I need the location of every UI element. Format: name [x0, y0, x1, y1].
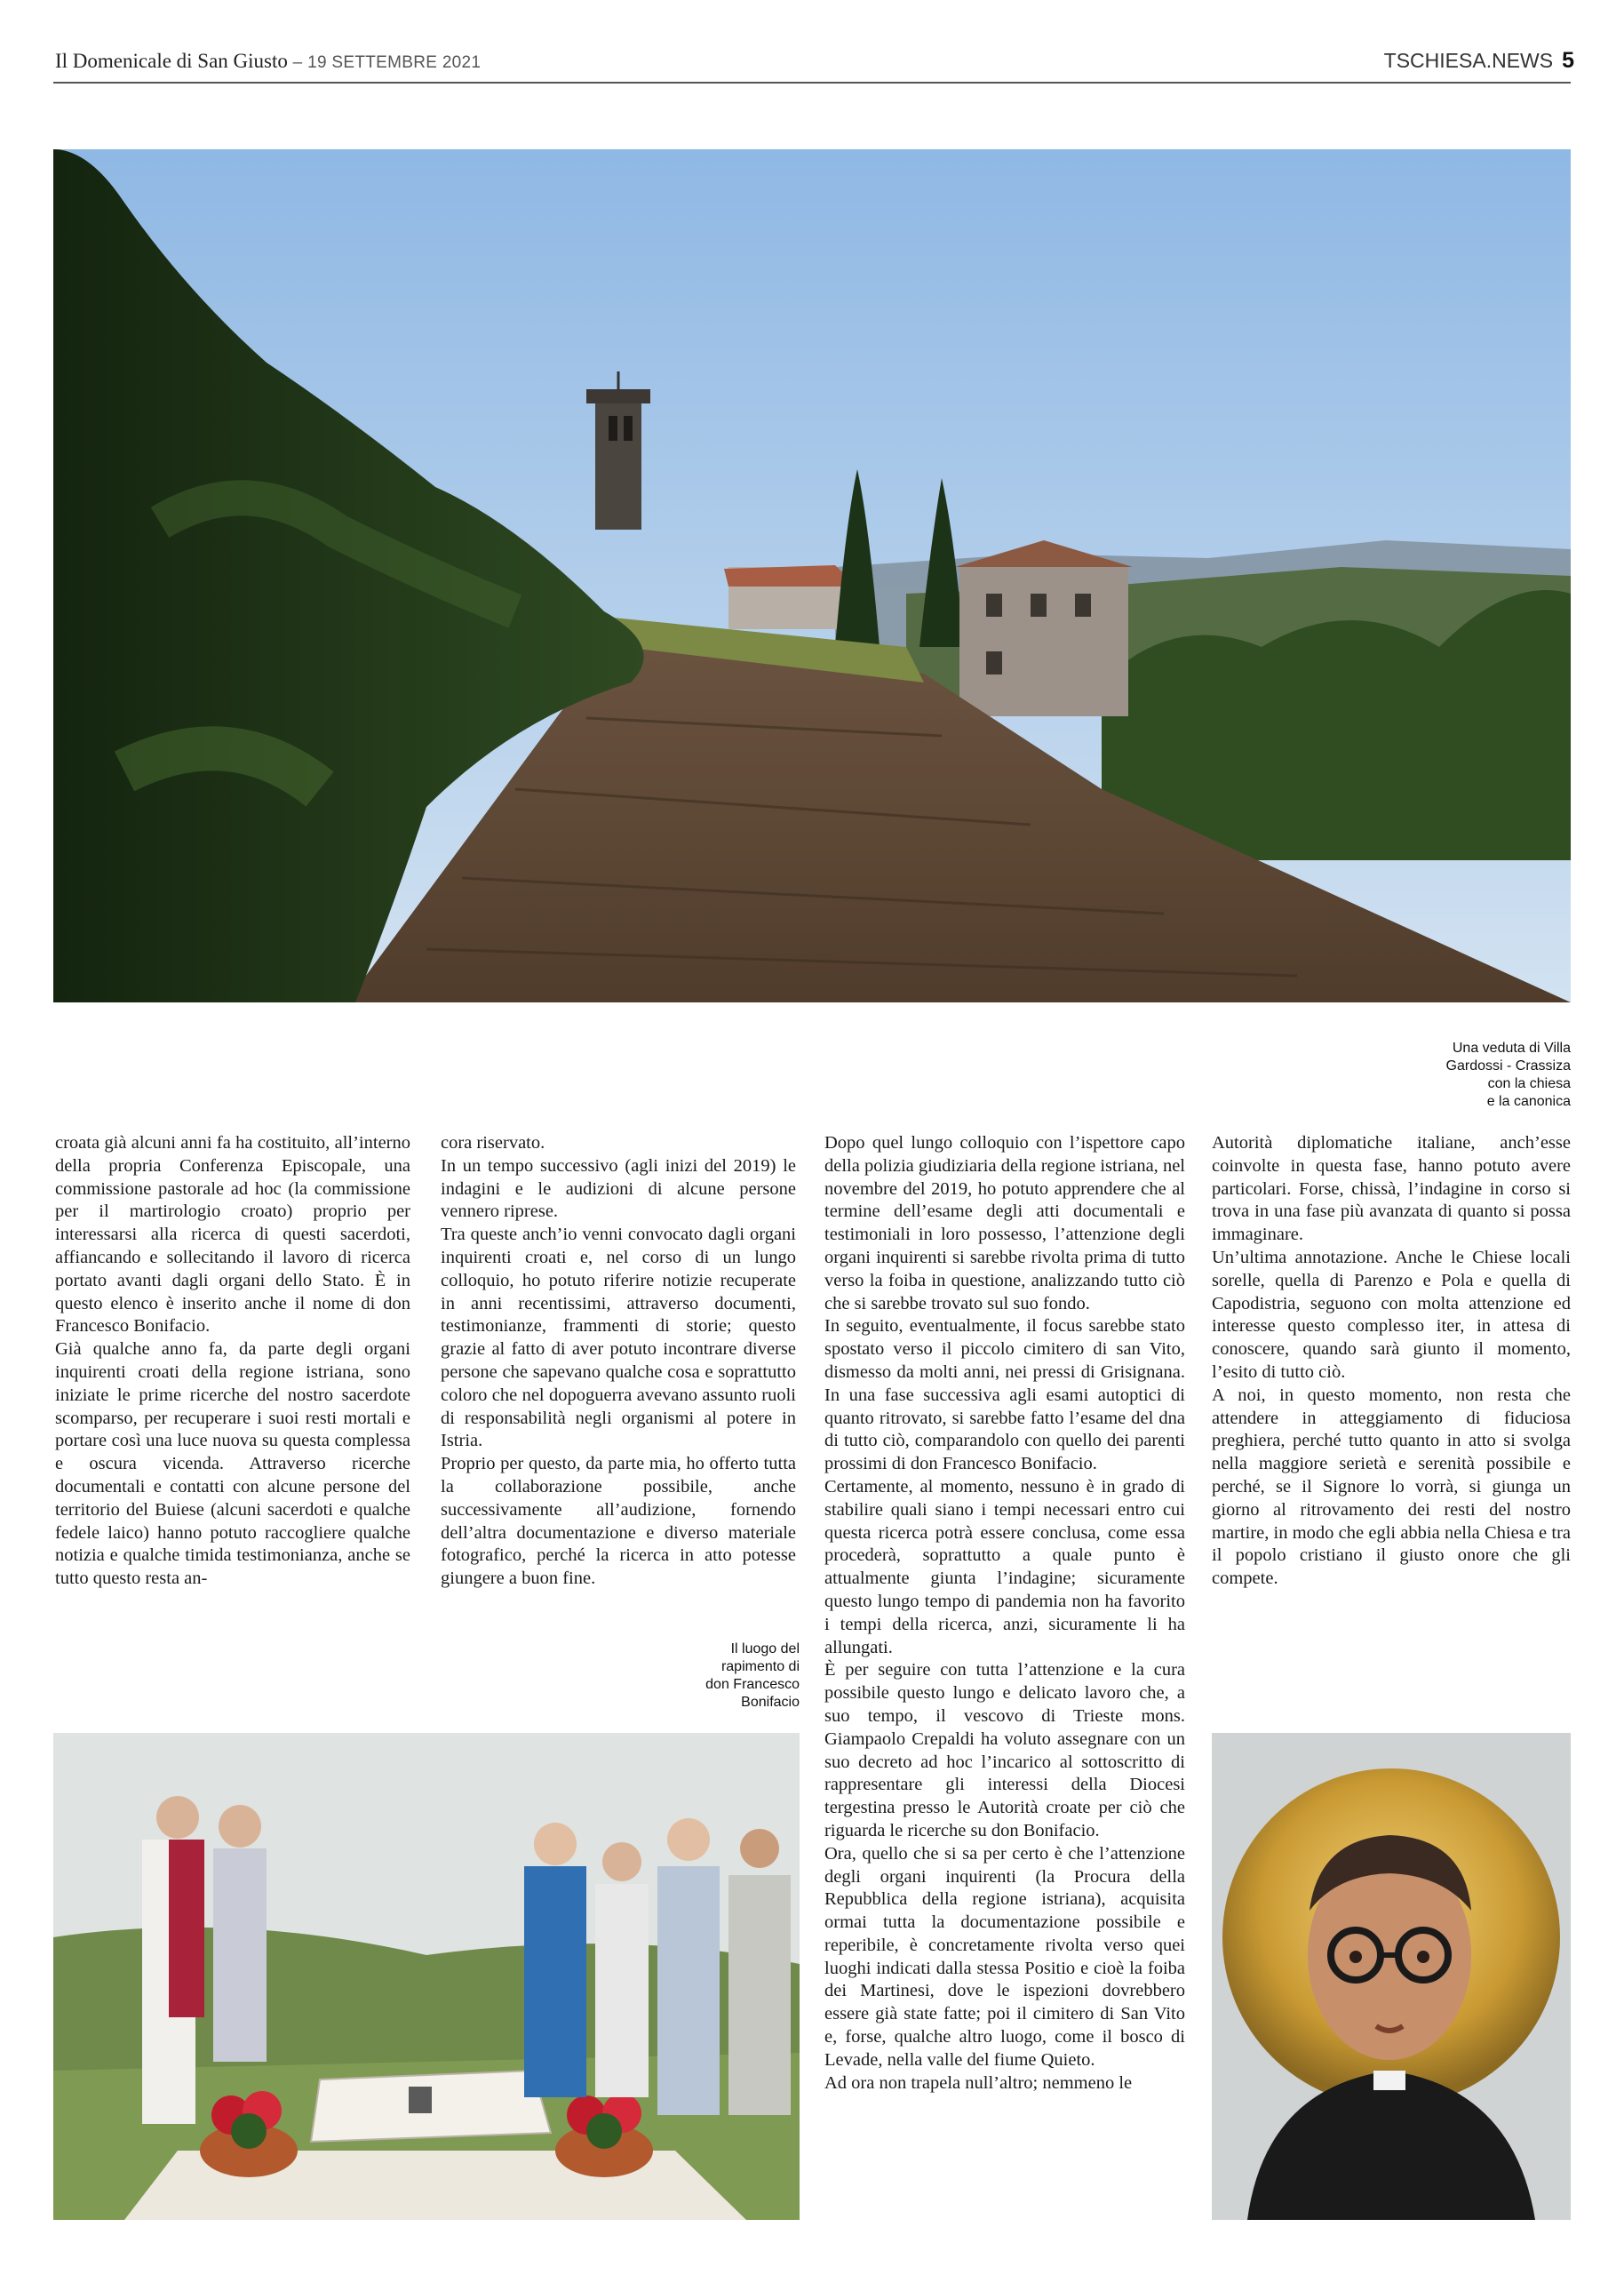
caption-line: con la chiesa	[1487, 1076, 1571, 1091]
memorial-site-photo	[53, 1733, 800, 2220]
page-header-right	[1384, 48, 1574, 74]
paragraph: Certamente, al momento, nessuno è in grado di stabilire quali siano i tempi necessari entro cui questa ricerca potrà essere conclusa, come essa procederà, soprattutto a quale punto è attualmente giunta l’indagine; sicuramente questo lungo tempo di pandemia non ha favorito i tempi della ricerca, anzi, sicuramente li ha allungati.	[824, 1476, 1185, 1657]
memorial-site-photo-drawing	[53, 1733, 800, 2220]
article-column-2	[441, 1132, 796, 1591]
paragraph: Un’ultima annotazione. Anche le Chiese locali sorelle, quella di Parenzo e Pola e quella di Capodistria, seguono con molta attenzione ed interesse questo complesso iter, in attesa di conoscere, quando sarà giunto il momento, l’esito di tutto ciò.	[1212, 1247, 1571, 1382]
main-photo-caption	[1340, 1040, 1571, 1111]
paragraph: cora riservato.	[441, 1133, 545, 1153]
page-number: 5	[1562, 48, 1574, 73]
issue-date: – 19 SETTEMBRE 2021	[292, 53, 482, 72]
caption-line: Bonifacio	[741, 1695, 800, 1710]
header-rule	[53, 82, 1571, 84]
caption-line: Il luogo del	[730, 1641, 800, 1656]
paragraph: croata già alcuni anni fa ha costituito, all’interno della propria Conferenza Episcopale, una commissione pastorale ad hoc (la commissione per il martirologio croato) proprio per interessarsi alla ricerca di questi sacerdoti, affiancando e sollecitando il lavoro di ricerca portato avanti dagli organi dello Stato. È in questo elenco è inserito anche il nome di don Francesco Bonifacio.	[55, 1133, 410, 1337]
publication-name: Il Domenicale di San Giusto	[55, 50, 288, 72]
inset-photo-caption	[613, 1640, 800, 1712]
caption-line: e la canonica	[1486, 1094, 1571, 1109]
paragraph: In seguito, eventualmente, il focus sarebbe stato spostato verso il piccolo cimitero di san Vito, dismesso da molti anni, nei pressi di Grisignana. In una fase successiva agli esami autoptici di quanto ritrovato, si sarebbe fatto l’esame del dna di tutto ciò, comparandolo con quello dei parenti prossimi di don Francesco Bonifacio.	[824, 1316, 1185, 1474]
article-column-3	[824, 1132, 1185, 2095]
article-column-4	[1212, 1132, 1571, 1591]
caption-line: Una veduta di Villa	[1452, 1041, 1571, 1056]
landscape-photo-drawing	[53, 149, 1571, 1002]
landscape-photo	[53, 149, 1571, 1002]
paragraph: Già qualche anno fa, da parte degli organi inquirenti croati della regione istriana, sono iniziate le prime ricerche del nostro sacerdote scomparso, per recuperare i suoi resti mortali e portare così una luce nuova su questa complessa e oscura vicenda. Attraverso ricerche documentali e contatti con alcune persone del territorio del Buiese (alcuni sacerdoti e qualche fedele laico) hanno potuto raccogliere qualche notizia e qualche timida testimonianza, anche se tutto questo resta an-	[55, 1339, 410, 1589]
article-column-1	[55, 1132, 410, 1591]
paragraph: In un tempo successivo (agli inizi del 2019) le indagini e le audizioni di alcune persone vennero riprese.	[441, 1155, 796, 1222]
masthead	[55, 50, 481, 73]
caption-line: Gardossi - Crassiza	[1445, 1058, 1571, 1074]
paragraph: Ad ora non trapela null’altro; nemmeno le	[824, 2072, 1133, 2093]
mosaic-portrait-drawing	[1212, 1733, 1571, 2220]
paragraph: Tra queste anch’io venni convocato dagli organi inquirenti croati e, nel corso di un lungo colloquio, ho potuto riferire notizie recuperate in anni recentissimi, attraverso documenti, testimonianze, frammenti di storie; questo grazie al fatto di aver potuto incontrare diverse persone che sapevano qualche cosa e soprattutto coloro che nel dopoguerra avevano assunto ruoli di responsabilità negli organismi al potere in Istria.	[441, 1225, 796, 1451]
paragraph: Ora, quello che si sa per certo è che l’attenzione degli organi inquirenti (la Procura della Repubblica della regione istriana), acquisita ormai tutta la documentazione possibile e reperibile, è concretamente rivolta verso quei luoghi indicati dalla stessa Positio e cioè la foiba dei Martinesi, dove le ispezioni dovrebbero essere già state fatte; poi il cimitero di San Vito e, forse, qualche altro luogo, come il bosco di Levade, nella valle del fiume Quieto.	[824, 1843, 1185, 2070]
paragraph: Autorità diplomatiche italiane, anch’esse coinvolte in questa fase, hanno potuto avere particolari. Forse, chissà, l’indagine in corso si trova in una fase più avanzata di quanto si possa immaginare.	[1212, 1133, 1571, 1245]
mosaic-portrait	[1212, 1733, 1571, 2220]
paragraph: A noi, in questo momento, non resta che attendere in atteggiamento di fiduciosa preghiera, perché tutto quanto in atto si svolga nella maggiore serietà e serenità possibile e perché, se il Signore lo vorrà, si giunga un giorno al ritrovamento dei resti del nostro martire, in modo che egli abbia nella Chiesa e tra il popolo cristiano il giusto onore che gli compete.	[1212, 1385, 1571, 1589]
paragraph: Dopo quel lungo colloquio con l’ispettore capo della polizia giudiziaria della regione istriana, nel novembre del 2019, ho potuto apprendere che al termine dell’esame degli atti documentali e testimoniali in loro possesso, l’attenzione degli organi inquirenti si sarebbe rivolta prima di tutto verso la foiba in questione, analizzando tutto ciò che si sarebbe trovato sul suo fondo.	[824, 1133, 1185, 1313]
paragraph: Proprio per questo, da parte mia, ho offerto tutta la collaborazione possibile, anche successivamente all’audizione, fornendo dell’altra documentazione e diverso materiale fotografico, perché la ricerca in atto potesse giungere a buon fine.	[441, 1454, 796, 1589]
paragraph: È per seguire con tutta l’attenzione e la cura possibile questo lungo e delicato lavoro che, a suo tempo, il vescovo di Trieste mons. Giampaolo Crepaldi ha voluto assegnare con un suo decreto ad hoc l’incarico al sottoscritto di rappresentare gli interessi della Diocesi tergestina presso le Autorità croate per ciò che riguarda le ricerche su don Bonifacio.	[824, 1660, 1185, 1840]
site-name: TSCHIESA.NEWS	[1383, 49, 1554, 72]
caption-line: don Francesco	[705, 1677, 800, 1692]
caption-line: rapimento di	[720, 1659, 800, 1674]
